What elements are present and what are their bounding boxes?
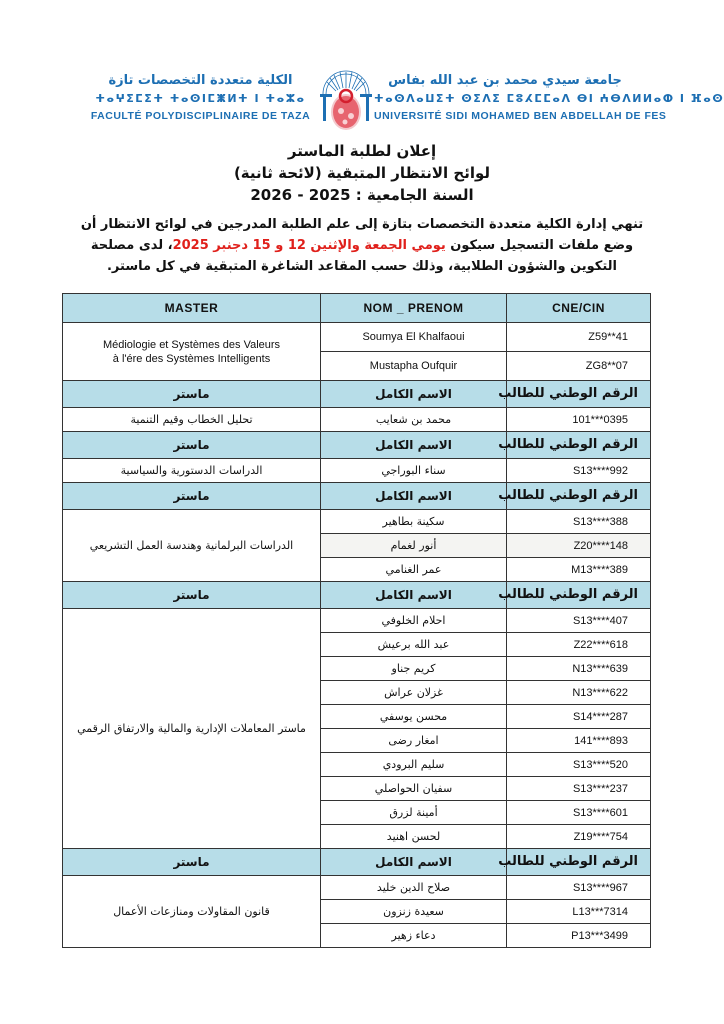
student-name: سناء البوراجي bbox=[321, 459, 507, 483]
header-id: الرقم الوطني للطالب bbox=[507, 582, 651, 609]
student-name: سعيدة زنزون bbox=[321, 900, 507, 924]
student-name: عمر الغنامي bbox=[321, 558, 507, 582]
student-id: S13****601 bbox=[507, 801, 651, 825]
student-id: S13****520 bbox=[507, 753, 651, 777]
student-id: 101***0395 bbox=[507, 408, 651, 432]
master-program-line: Médiologie et Systèmes des Valeurs bbox=[102, 338, 281, 351]
header-name: الاسم الكامل bbox=[321, 849, 507, 876]
intro-text-1: تنهي إدارة الكلية متعددة التخصصات بتازة إلى علم الطلبة المدرجين في لوائح الانتظار أن وضع ملفات التسجيل سيكون bbox=[80, 217, 644, 253]
student-id: S13****237 bbox=[507, 777, 651, 801]
student-name: محمد بن شعايب bbox=[321, 408, 507, 432]
student-id: M13****389 bbox=[507, 558, 651, 582]
student-id: Z19****754 bbox=[507, 825, 651, 849]
student-name: أنور لغمام bbox=[321, 534, 507, 558]
student-id: N13****622 bbox=[507, 681, 651, 705]
university-name-arabic: جامعة سيدي محمد بن عبد الله بفاس bbox=[388, 73, 622, 88]
header-master: ماستر bbox=[63, 381, 321, 408]
header-master: ماستر bbox=[63, 582, 321, 609]
header-master: ماستر bbox=[63, 432, 321, 459]
student-id: L13***7314 bbox=[507, 900, 651, 924]
faculty-name-french: FACULTÉ POLYDISCIPLINAIRE DE TAZA bbox=[90, 110, 311, 122]
header-name: الاسم الكامل bbox=[321, 381, 507, 408]
university-crest-icon bbox=[317, 66, 375, 138]
announcement-body bbox=[74, 214, 650, 277]
university-name-tifinagh: ⵜⴰⵙⴷⴰⵡⵉⵜ ⵙⵉⴷⵉ ⵎⵓⵃⵎⵎⴰⴷ ⴱⵏ ⵄⴱⴷⵍⵍⴰⵀ ⵏ ⴼⴰⵙ bbox=[374, 92, 724, 105]
title-line-1: إعلان لطلبة الماستر bbox=[287, 142, 437, 160]
dates-highlight: يومي الجمعة والإثنين 12 و 15 دجنبر 2025 bbox=[172, 238, 446, 253]
student-name: صلاح الدين خليد bbox=[321, 876, 507, 900]
table-header-row bbox=[63, 381, 651, 408]
header-master: ماستر bbox=[63, 483, 321, 510]
master-program-line: à l'ére des Systèmes Intelligents bbox=[112, 352, 271, 365]
student-name: سفيان الحواصلي bbox=[321, 777, 507, 801]
title-line-3: السنة الجامعية : 2025 - 2026 bbox=[250, 186, 474, 204]
student-name: احلام الخلوفي bbox=[321, 609, 507, 633]
student-name: Mustapha Oufquir bbox=[321, 352, 507, 381]
student-name: كريم جناو bbox=[321, 657, 507, 681]
header-name: الاسم الكامل bbox=[321, 483, 507, 510]
student-id: S13****967 bbox=[507, 876, 651, 900]
header-name: الاسم الكامل bbox=[321, 582, 507, 609]
header-id: الرقم الوطني للطالب bbox=[507, 483, 651, 510]
student-id: Z59**41 bbox=[507, 323, 651, 352]
student-id: Z22****618 bbox=[507, 633, 651, 657]
table-row bbox=[63, 323, 651, 352]
master-program-cell: تحليل الخطاب وقيم التنمية bbox=[63, 408, 321, 432]
faculty-name-block bbox=[88, 72, 313, 124]
announcement-title bbox=[0, 140, 724, 206]
table-header-row bbox=[63, 582, 651, 609]
header-id: الرقم الوطني للطالب bbox=[507, 432, 651, 459]
table-row bbox=[63, 408, 651, 432]
table-header-row bbox=[63, 432, 651, 459]
document-header bbox=[88, 72, 724, 138]
table-row bbox=[63, 876, 651, 900]
header-name: NOM _ PRENOM bbox=[321, 294, 507, 323]
title-line-2: لوائح الانتظار المتبقية (لائحة ثانية) bbox=[233, 164, 491, 182]
header-id: CNE/CIN bbox=[507, 294, 651, 323]
header-name: الاسم الكامل bbox=[321, 432, 507, 459]
master-program-cell: ماستر المعاملات الإدارية والمالية والارتفاق الرقمي bbox=[63, 609, 321, 849]
student-id: 141****893 bbox=[507, 729, 651, 753]
master-program-cell: الدراسات الدستورية والسياسية bbox=[63, 459, 321, 483]
master-program-cell bbox=[63, 323, 321, 381]
master-program-cell: قانون المقاولات ومنازعات الأعمال bbox=[63, 876, 321, 948]
university-name-block bbox=[374, 72, 724, 124]
header-master: ماستر bbox=[63, 849, 321, 876]
table-row bbox=[63, 459, 651, 483]
student-name: غزلان عراش bbox=[321, 681, 507, 705]
faculty-name-arabic: الكلية متعددة التخصصات تازة bbox=[108, 73, 293, 88]
table-header-row bbox=[63, 483, 651, 510]
student-id: P13***3499 bbox=[507, 924, 651, 948]
student-id: N13****639 bbox=[507, 657, 651, 681]
table-header-row bbox=[63, 294, 651, 323]
table-row bbox=[63, 510, 651, 534]
student-name: Soumya El Khalfaoui bbox=[321, 323, 507, 352]
student-id: S13****388 bbox=[507, 510, 651, 534]
header-id: الرقم الوطني للطالب bbox=[507, 381, 651, 408]
student-name: دعاء زهير bbox=[321, 924, 507, 948]
student-name: امغار رضى bbox=[321, 729, 507, 753]
table-row bbox=[63, 609, 651, 633]
student-name: أمينة لزرق bbox=[321, 801, 507, 825]
waiting-list-table bbox=[62, 293, 651, 948]
student-name: عبد الله برعيش bbox=[321, 633, 507, 657]
student-id: ZG8**07 bbox=[507, 352, 651, 381]
master-program-cell: الدراسات البرلمانية وهندسة العمل التشريعي bbox=[63, 510, 321, 582]
student-name: سليم البرودي bbox=[321, 753, 507, 777]
intro-text-2: ، لدى مصلحة التكوين والشؤون الطلابية، وذلك حسب المقاعد الشاغرة المتبقية في كل ماستر. bbox=[90, 238, 617, 274]
student-id: S13****407 bbox=[507, 609, 651, 633]
student-name: محسن يوسفي bbox=[321, 705, 507, 729]
student-id: S14****287 bbox=[507, 705, 651, 729]
student-name: سكينة بطاهير bbox=[321, 510, 507, 534]
header-master: MASTER bbox=[63, 294, 321, 323]
student-id: Z20****148 bbox=[507, 534, 651, 558]
student-id: S13****992 bbox=[507, 459, 651, 483]
faculty-name-tifinagh: ⵜⴰⵖⵉⵎⵉⵜ ⵜⴰⵙⵏⵎⵥⵍⵜ ⵏ ⵜⴰⵣⴰ bbox=[95, 92, 306, 105]
table-header-row bbox=[63, 849, 651, 876]
university-name-french: UNIVERSITÉ SIDI MOHAMED BEN ABDELLAH DE FES bbox=[374, 110, 667, 122]
header-id: الرقم الوطني للطالب bbox=[507, 849, 651, 876]
student-name: لحسن اهنيد bbox=[321, 825, 507, 849]
